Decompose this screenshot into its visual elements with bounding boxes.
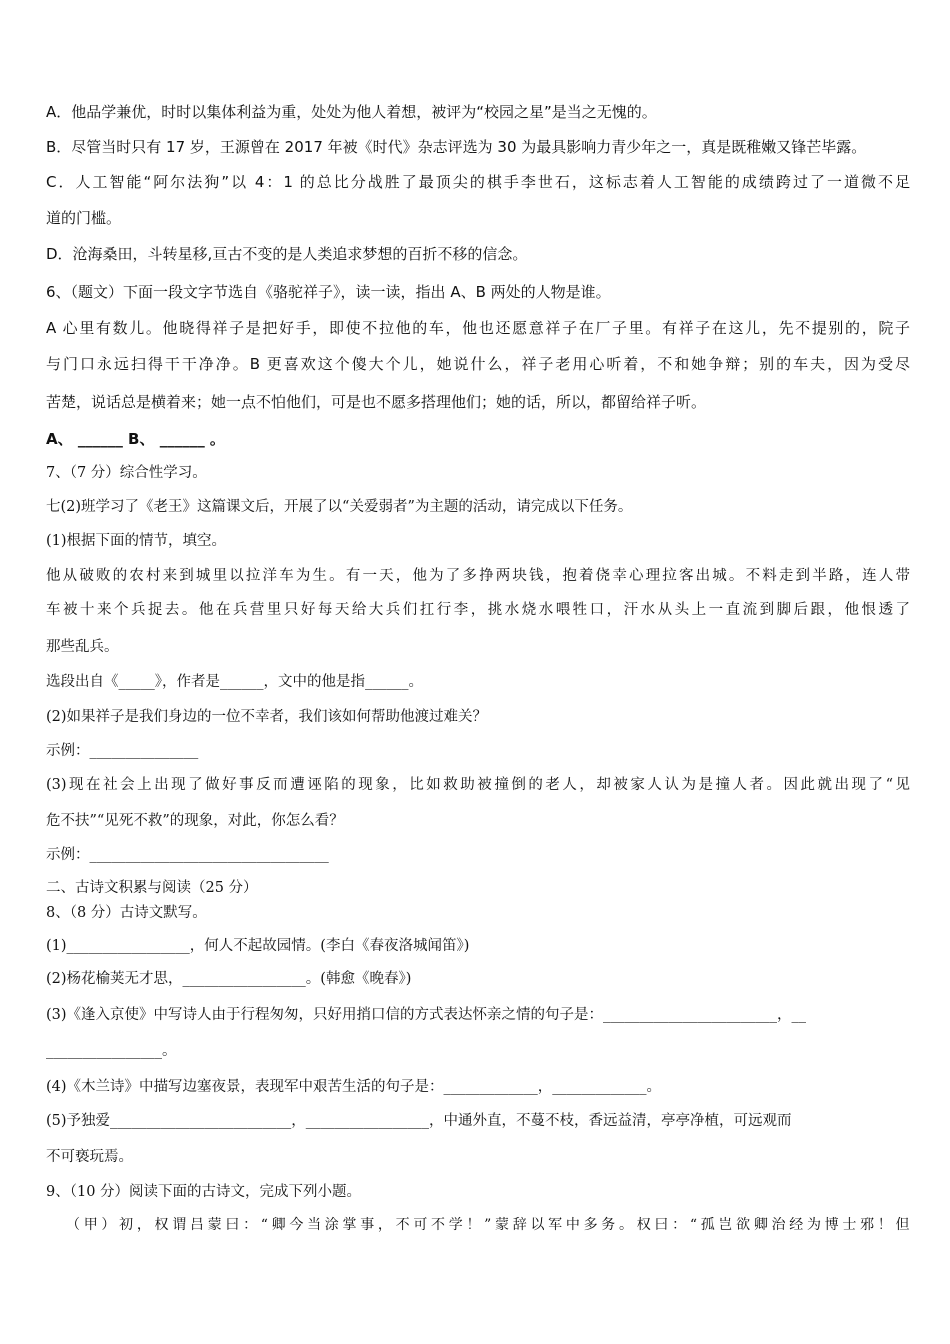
- q8-line5b: 不可亵玩焉。: [46, 1149, 133, 1165]
- q9-stem: 9、（10 分）阅读下面的古诗文，完成下列小题。: [46, 1184, 362, 1200]
- q5-option-c-line2: 道的门槛。: [46, 209, 122, 227]
- q8-stem: 8、（8 分）古诗文默写。: [46, 905, 207, 921]
- q5-option-b: B．尽管当时只有 17 岁，王源曾在 2017 年被《时代》杂志评选为 30 为最具影响力青少年之一，真是既稚嫩又锋芒毕露。: [46, 138, 867, 156]
- q7-example1: 示例：_______________: [46, 743, 199, 759]
- q8-line3b: ________________。: [46, 1043, 177, 1059]
- q7-sub3-line2: 危不扶”“见死不救”的现象，对此，你怎么看？: [46, 813, 344, 829]
- q7-passage-line3: 那些乱兵。: [46, 639, 119, 655]
- q7-passage-line1: 他从破败的农村来到城里以拉洋车为生。有一天，他为了多挣两块钱，抱着侥幸心理拉客出城。不料走到半路，连人带: [46, 568, 910, 584]
- q9-passage-line1: （甲）初，权谓吕蒙曰：“卿今当涂掌事，不可不学！”蒙辞以军中多务。权曰：“孤岂欲卿治经为博士邪！但: [66, 1217, 910, 1233]
- q7-stem: 7、（7 分）综合性学习。: [46, 465, 207, 481]
- q6-stem: 6、（题文）下面一段文字节选自《骆驼祥子》，读一读，指出 A、B 两处的人物是谁。: [46, 283, 611, 301]
- q8-line1: (1)_________________，何人不起故园情。(李白《春夜洛城闻笛》): [46, 938, 470, 954]
- q8-line3a: (3)《逢入京使》中写诗人由于行程匆匆，只好用捎口信的方式表达怀亲之情的句子是：________________________，__: [46, 1007, 807, 1023]
- q6-passage-line2: 与门口永远扫得干干净净。B 更喜欢这个傻大个儿，她说什么，祥子老用心听着，不和她争辩；别的车夫，因为受尽: [46, 355, 910, 373]
- q7-sub3-line1: (3)现在社会上出现了做好事反而遭诬陷的现象，比如救助被撞倒的老人，却被家人认为是撞人者。因此就出现了“见: [46, 777, 910, 793]
- q5-option-d: D．沧海桑田，斗转星移,亘古不变的是人类追求梦想的百折不移的信念。: [46, 245, 528, 263]
- q6-answer-blanks: A、 ______ B、 ______ 。: [46, 430, 225, 448]
- q7-passage-line2: 车被十来个兵捉去。他在兵营里只好每天给大兵们扛行李，挑水烧水喂牲口，汗水从头上一直流到脚后跟，他恨透了: [46, 602, 910, 618]
- q6-passage-line3: 苦楚，说话总是横着来；她一点不怕他们，可是也不愿多搭理他们；她的话，所以，都留给祥子听。: [46, 393, 707, 411]
- q7-example2: 示例：_________________________________: [46, 847, 329, 863]
- q7-fill-blanks: 选段出自《_____》，作者是______，文中的他是指______。: [46, 674, 423, 690]
- q8-line5a: (5)予独爱_________________________，_________________，中通外直，不蔓不枝，香远益清，亭亭净植，可远观而: [46, 1113, 792, 1129]
- section-2-heading: 二、古诗文积累与阅读（25 分）: [46, 880, 258, 896]
- q7-sub1: (1)根据下面的情节，填空。: [46, 533, 227, 549]
- q5-option-c-line1: C．人工智能“阿尔法狗”以 4：1 的总比分战胜了最顶尖的棋手李世石，这标志着人工智能的成绩跨过了一道微不足: [46, 173, 910, 191]
- q8-line4: (4)《木兰诗》中描写边塞夜景，表现军中艰苦生活的句子是：_____________，_____________。: [46, 1079, 662, 1095]
- q5-option-a: A．他品学兼优，时时以集体利益为重，处处为他人着想，被评为“校园之星”是当之无愧的。: [46, 103, 657, 121]
- q6-passage-line1: A 心里有数儿。他晓得祥子是把好手，即使不拉他的车，他也还愿意祥子在厂子里。有祥子在这儿，先不提别的，院子: [46, 319, 910, 337]
- q8-line2: (2)杨花榆荚无才思，_________________。(韩愈《晚春》): [46, 971, 412, 987]
- q7-sub2: (2)如果祥子是我们身边的一位不幸者，我们该如何帮助他渡过难关？: [46, 709, 488, 725]
- q7-intro: 七(2)班学习了《老王》这篇课文后，开展了以“关爱弱者”为主题的活动，请完成以下任务。: [46, 499, 633, 515]
